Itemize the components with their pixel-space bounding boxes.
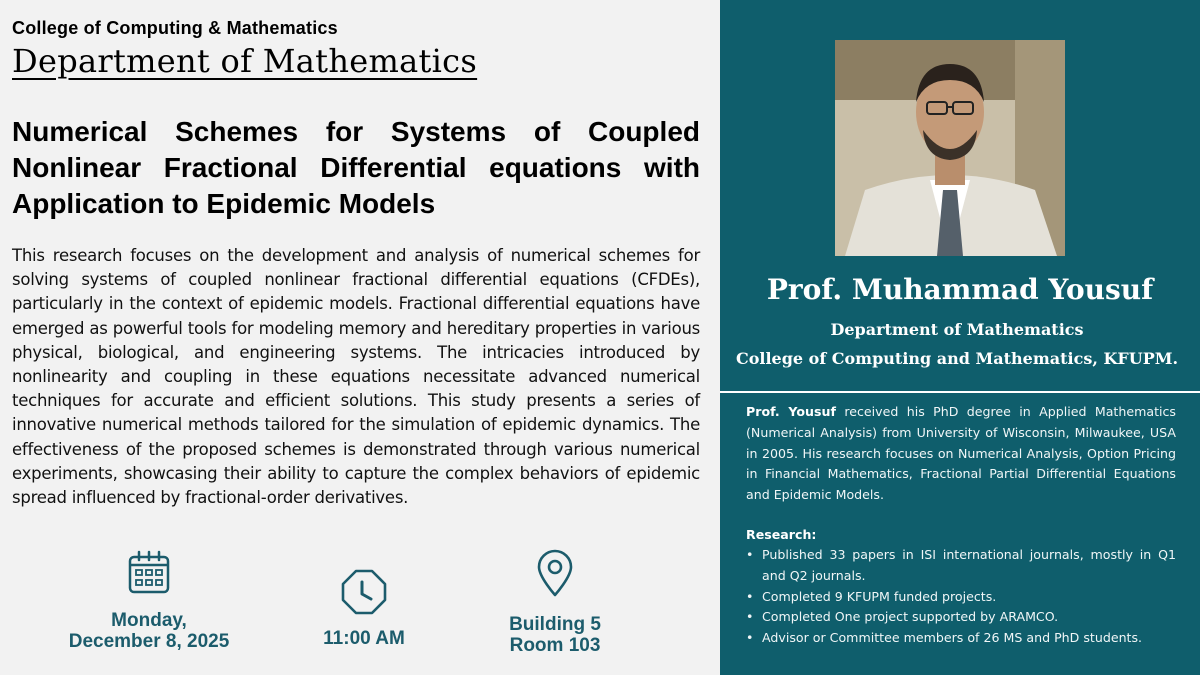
clock-icon xyxy=(340,568,388,616)
research-heading: Research: xyxy=(746,527,817,542)
room-label: Room 103 xyxy=(509,635,601,656)
department-title: Department of Mathematics xyxy=(12,42,478,80)
date-line-2: December 8, 2025 xyxy=(68,631,230,652)
talk-title: Numerical Schemes for Systems of Coupled Nonlinear Fractional Differential equations with Application to Epidemic Models xyxy=(12,116,700,219)
speaker-panel xyxy=(720,0,1200,675)
calendar-icon xyxy=(126,548,172,596)
list-item: • Published 33 papers in ISI international journals, mostly in Q1 and Q2 journals. xyxy=(746,545,1176,587)
speaker-college: College of Computing and Mathematics, KFUPM. xyxy=(735,349,1179,368)
building-label: Building 5 xyxy=(509,614,601,635)
speaker-name: Prof. Muhammad Yousuf xyxy=(766,273,1154,306)
talk-abstract: This research focuses on the development and analysis of numerical schemes for solving systems of coupled nonlinear fractional differential equations (CFDEs), particularly in the context of epidemic models. Fractional differential equations have emerged as powerful tools for modeling memory and hereditary properties in various physical, biological, and engineering systems. The intricacies introduced by nonlinearity and coupling in these equations necessitate advanced numerical techniques for accurate and efficient solutions. This study presents a series of innovative numerical methods tailored for the simulation of epidemic dynamics. The effectiveness of the proposed schemes is demonstrated through various numerical experiments, showcasing their ability to capture the complex behaviors of epidemic spread influenced by fractional-order derivatives. xyxy=(12,246,700,508)
divider xyxy=(720,391,1200,393)
list-item: • Advisor or Committee members of 26 MS and PhD students. xyxy=(746,628,1176,649)
event-location xyxy=(490,548,620,656)
bio-name: Prof. Yousuf xyxy=(746,404,836,419)
event-date xyxy=(58,548,240,652)
list-item: • Completed One project supported by ARAMCO. xyxy=(746,607,1176,628)
location-pin-icon xyxy=(535,548,575,598)
event-time xyxy=(304,548,424,649)
list-item: • Completed 9 KFUPM funded projects. xyxy=(746,587,1176,608)
college-name: College of Computing & Mathematics xyxy=(12,18,338,38)
speaker-photo xyxy=(835,40,1065,256)
time-label: 11:00 AM xyxy=(323,628,405,649)
research-list xyxy=(746,545,1176,649)
speaker-bio xyxy=(746,402,1176,506)
speaker-department: Department of Mathematics xyxy=(830,320,1084,339)
date-line-1: Monday, xyxy=(111,610,187,631)
bio-text: received his PhD degree in Applied Mathematics (Numerical Analysis) from University of Wisconsin, Milwaukee, USA in 2005. His research focuses on Numerical Analysis, Option Pricing in Financial Mathematics, Fractional Partial Differential Equations and Epidemic Models. xyxy=(746,404,1176,503)
